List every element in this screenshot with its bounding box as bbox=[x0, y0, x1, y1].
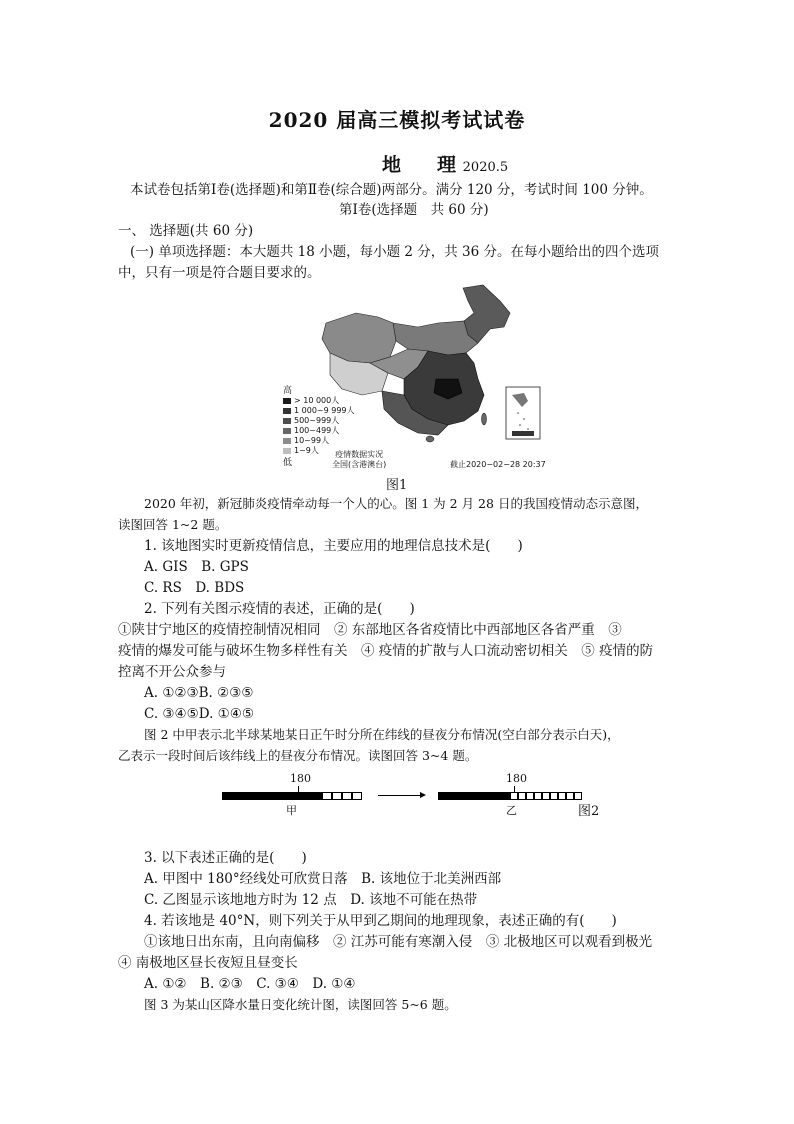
night-cell bbox=[454, 792, 462, 800]
q2-options-1: A. ①②③B. ②③⑤ bbox=[144, 685, 254, 701]
map-region-taiwan bbox=[482, 413, 487, 425]
night-cell bbox=[478, 792, 486, 800]
legend-swatch bbox=[283, 428, 291, 434]
legend-label: 10~99人 bbox=[294, 436, 330, 445]
q4-stem: 4. 若该地是 40°N，则下列关于从甲到乙期间的地理现象，表述正确的有( ) bbox=[144, 913, 617, 929]
fig2-bar-jia bbox=[222, 792, 362, 800]
night-cell bbox=[272, 792, 282, 800]
map-source-line1: 疫情数据实况 bbox=[335, 450, 384, 459]
night-cell bbox=[312, 792, 322, 800]
night-cell bbox=[292, 792, 302, 800]
night-cell bbox=[302, 792, 312, 800]
legend-swatch bbox=[283, 448, 291, 454]
legend-label: 1 000~9 999人 bbox=[294, 406, 355, 415]
day-cell bbox=[322, 792, 332, 800]
q4-options: A. ①② B. ②③ C. ③④ D. ①④ bbox=[144, 976, 356, 992]
map-timestamp: 截止2020−02−28 20:37 bbox=[450, 460, 546, 469]
section1-title: 一、 选择题(共 60 分) bbox=[118, 223, 254, 239]
subject-heading bbox=[382, 150, 508, 177]
part1-title: 第Ⅰ卷(选择题 共 60 分) bbox=[339, 202, 489, 218]
legend-item bbox=[283, 436, 355, 446]
night-cell bbox=[494, 792, 502, 800]
map-inset-label bbox=[512, 431, 534, 436]
night-cell bbox=[232, 792, 242, 800]
map-region-northeast bbox=[463, 285, 510, 343]
q1-options-1: A. GIS B. GPS bbox=[144, 559, 249, 575]
fig2-180-label-yi: 180 bbox=[506, 772, 527, 785]
q4-line1: ①该地日出东南，且向南偏移 ② 江苏可能有寒潮入侵 ③ 北极地区可以观看到极光 bbox=[144, 934, 653, 950]
exam-date: 2020.5 bbox=[462, 160, 509, 175]
q3-line2: C. 乙图显示该地地方时为 12 点 D. 该地不可能在热带 bbox=[144, 892, 478, 908]
night-cell bbox=[470, 792, 478, 800]
fig2-label-jia: 甲 bbox=[286, 804, 297, 817]
legend-label: 100~499人 bbox=[294, 426, 340, 435]
day-cell bbox=[550, 792, 558, 800]
passage1-line2: 读图回答 1~2 题。 bbox=[118, 517, 228, 532]
legend-label: 500~999人 bbox=[294, 416, 340, 425]
section1-desc-line2: 中，只有一项是符合题目要求的。 bbox=[118, 265, 321, 281]
legend-item bbox=[283, 406, 355, 416]
legend-swatch bbox=[283, 438, 291, 444]
day-cell bbox=[352, 792, 362, 800]
legend-swatch bbox=[283, 408, 291, 414]
legend-high-label: 高 bbox=[283, 386, 293, 396]
map-region-hainan bbox=[426, 436, 434, 442]
night-cell bbox=[502, 792, 510, 800]
legend-item bbox=[283, 396, 355, 406]
legend-swatch bbox=[283, 418, 291, 424]
night-cell bbox=[252, 792, 262, 800]
fig2-180-label-jia: 180 bbox=[290, 772, 311, 785]
map-source-line2: 全国(含港澳台) bbox=[332, 460, 387, 469]
passage1-line1: 2020 年初，新冠肺炎疫情牵动每一个人的心。图 1 为 2 月 28 日的我国疫情动态示意图， bbox=[144, 496, 648, 511]
legend-label: 1~9人 bbox=[294, 446, 319, 455]
day-cell bbox=[566, 792, 574, 800]
night-cell bbox=[222, 792, 232, 800]
subject-char-2: 理 bbox=[437, 154, 457, 176]
q2-line2: 疫情的爆发可能与破坏生物多样性有关 ④ 疫情的扩散与人口流动密切相关 ⑤ 疫情的防 bbox=[118, 643, 654, 659]
passage2-line2: 乙表示一段时间后该纬线上的昼夜分布情况。读图回答 3~4 题。 bbox=[118, 748, 478, 763]
day-cell bbox=[526, 792, 534, 800]
figure1-caption: 图1 bbox=[386, 478, 408, 493]
fig2-arrow-line bbox=[378, 795, 422, 796]
legend-low-label: 低 bbox=[283, 458, 293, 468]
passage2-line1: 图 2 中甲表示北半球某地某日正午时分所在纬线的昼夜分布情况(空白部分表示白天)， bbox=[144, 727, 620, 742]
q3-stem: 3. 以下表述正确的是( ) bbox=[144, 850, 307, 866]
day-cell bbox=[558, 792, 566, 800]
night-cell bbox=[462, 792, 470, 800]
legend-item bbox=[283, 416, 355, 426]
day-cell bbox=[542, 792, 550, 800]
section1-desc-line1: (一) 单项选择题：本大题共 18 小题，每小题 2 分，共 36 分。在每小题给出的四个选项 bbox=[130, 244, 660, 260]
q4-line2: ④ 南极地区昼长夜短且昼变长 bbox=[118, 955, 298, 971]
day-cell bbox=[518, 792, 526, 800]
q2-stem: 2. 下列有关图示疫情的表述，正确的是( ) bbox=[144, 601, 415, 617]
day-cell bbox=[332, 792, 342, 800]
day-cell bbox=[534, 792, 542, 800]
legend-swatch bbox=[283, 398, 291, 404]
q2-line3: 控离不开公众参与 bbox=[118, 664, 226, 680]
night-cell bbox=[242, 792, 252, 800]
figure2-caption: 图2 bbox=[578, 804, 600, 819]
figure2 bbox=[212, 772, 612, 822]
q2-line1: ①陕甘宁地区的疫情控制情况相同 ② 东部地区各省疫情比中西部地区各省严重 ③ bbox=[118, 622, 622, 638]
night-cell bbox=[262, 792, 272, 800]
q1-options-2: C. RS D. BDS bbox=[144, 580, 245, 596]
q3-line1: A. 甲图中 180°经线处可欣赏日落 B. 该地位于北美洲西部 bbox=[144, 871, 502, 887]
day-cell bbox=[574, 792, 582, 800]
night-cell bbox=[438, 792, 446, 800]
night-cell bbox=[282, 792, 292, 800]
legend-item bbox=[283, 426, 355, 436]
intro-text: 本试卷包括第Ⅰ卷(选择题)和第Ⅱ卷(综合题)两部分。满分 120 分，考试时间 100 分钟。 bbox=[130, 182, 653, 198]
q1-stem: 1. 该地图实时更新疫情信息，主要应用的地理信息技术是( ) bbox=[144, 538, 523, 554]
fig2-bar-yi bbox=[438, 792, 582, 800]
legend-label: > 10 000人 bbox=[294, 396, 340, 405]
map-source bbox=[332, 450, 386, 470]
day-cell bbox=[510, 792, 518, 800]
page-title: 2020 届高三模拟考试试卷 bbox=[268, 108, 526, 132]
passage3: 图 3 为某山区降水量日变化统计图，读图回答 5~6 题。 bbox=[144, 997, 457, 1012]
q2-options-2: C. ③④⑤D. ①④⑤ bbox=[144, 706, 254, 722]
fig2-label-yi: 乙 bbox=[506, 804, 517, 817]
day-cell bbox=[342, 792, 352, 800]
night-cell bbox=[486, 792, 494, 800]
arrow-right-icon bbox=[420, 792, 426, 798]
night-cell bbox=[446, 792, 454, 800]
subject-char-1: 地 bbox=[382, 154, 402, 176]
